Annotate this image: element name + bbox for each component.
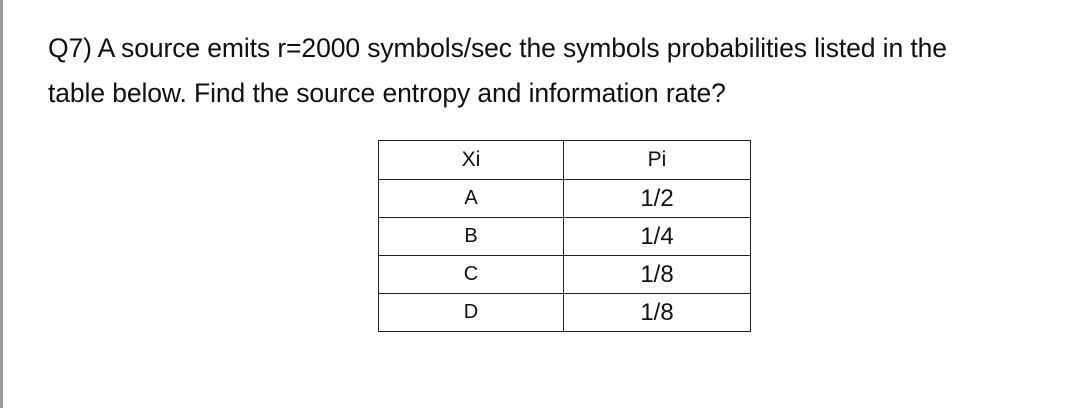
symbol-cell: D bbox=[379, 294, 564, 332]
probability-cell: 1/8 bbox=[564, 294, 751, 332]
page-edge-divider bbox=[0, 0, 3, 408]
probability-cell: 1/2 bbox=[564, 180, 751, 218]
table-row bbox=[379, 256, 751, 294]
symbol-cell: A bbox=[379, 180, 564, 218]
symbol-cell: C bbox=[379, 256, 564, 294]
question-text bbox=[48, 26, 1068, 116]
header-xi: Xi bbox=[379, 141, 564, 180]
probability-table bbox=[378, 140, 751, 332]
table-header-row bbox=[379, 141, 751, 180]
symbol-cell: B bbox=[379, 218, 564, 256]
table-row bbox=[379, 294, 751, 332]
table-row bbox=[379, 180, 751, 218]
header-pi: Pi bbox=[564, 141, 751, 180]
probability-cell: 1/4 bbox=[564, 218, 751, 256]
probability-cell: 1/8 bbox=[564, 256, 751, 294]
question-line-2: table below. Find the source entropy and information rate? bbox=[48, 78, 726, 108]
question-line-1: Q7) A source emits r=2000 symbols/sec the symbols probabilities listed in the bbox=[48, 33, 947, 63]
table-row bbox=[379, 218, 751, 256]
